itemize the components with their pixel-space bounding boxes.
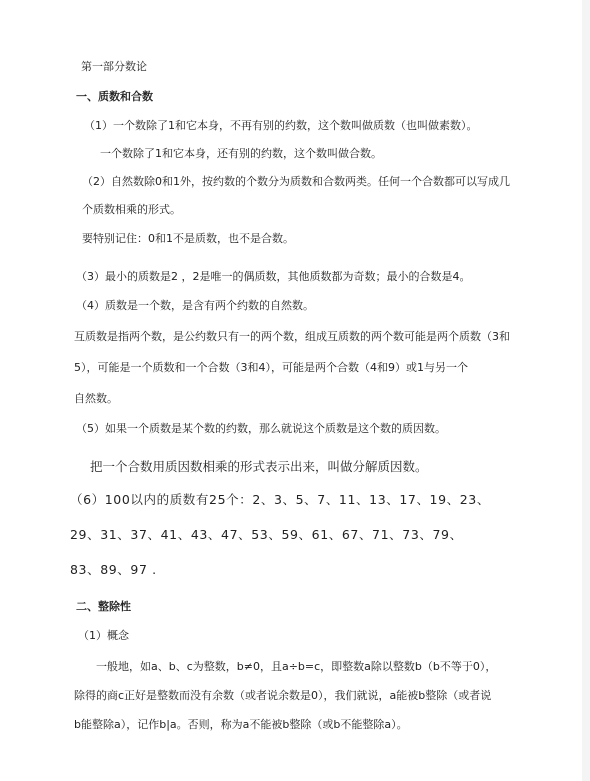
- section-heading-primes: 一、质数和合数: [76, 90, 153, 103]
- paragraph-line: （1）一个数除了1和它本身，不再有别的约数，这个数叫做质数（也叫做素数）。: [84, 119, 478, 132]
- page-edge-shadow: [582, 0, 590, 781]
- prime-list-line: 83、89、97 .: [70, 562, 157, 577]
- paragraph-line: 个质数相乘的形式。: [82, 203, 181, 216]
- paragraph-line: 把一个合数用质因数相乘的形式表示出来，叫做分解质因数。: [90, 459, 428, 474]
- paragraph-line: （3）最小的质数是2 ，2是唯一的偶质数，其他质数都为奇数；最小的合数是4。: [76, 270, 471, 283]
- paragraph-line: （2）自然数除0和1外，按约数的个数分为质数和合数两类。任何一个合数都可以写成几: [82, 175, 510, 188]
- paragraph-line: 一个数除了1和它本身，还有别的约数，这个数叫做合数。: [100, 147, 382, 160]
- prime-list-line: （6）100以内的质数有25个：2、3、5、7、11、13、17、19、23、: [70, 492, 490, 507]
- paragraph-line: b能整除a），记作b|a。否则，称为a不能被b整除（或b不能整除a）。: [74, 718, 408, 731]
- section-heading-divisibility: 二、整除性: [76, 600, 131, 613]
- paragraph-line: 互质数是指两个数，是公约数只有一的两个数，组成互质数的两个数可能是两个质数（3和: [74, 330, 510, 343]
- paragraph-line: 一般地，如a、b、c为整数，b≠0，且a÷b=c，即整数a除以整数b（b不等于0），: [96, 660, 497, 673]
- paragraph-line: 除得的商c正好是整数而没有余数（或者说余数是0），我们就说，a能被b整除（或者说: [74, 689, 492, 702]
- subheading-concept: （1）概念: [78, 629, 129, 642]
- paragraph-line: （4）质数是一个数，是含有两个约数的自然数。: [76, 299, 314, 312]
- paragraph-line: 自然数。: [74, 392, 118, 405]
- paragraph-line: 要特别记住：0和1不是质数，也不是合数。: [82, 232, 294, 245]
- prime-list-line: 29、31、37、41、43、47、53、59、61、67、71、73、79、: [70, 527, 463, 542]
- paragraph-line: 5），可能是一个质数和一个合数（3和4），可能是两个合数（4和9）或1与另一个: [74, 361, 468, 374]
- paragraph-line: （5）如果一个质数是某个数的约数，那么就说这个质数是这个数的质因数。: [76, 422, 446, 435]
- part-title: 第一部分数论: [81, 60, 147, 73]
